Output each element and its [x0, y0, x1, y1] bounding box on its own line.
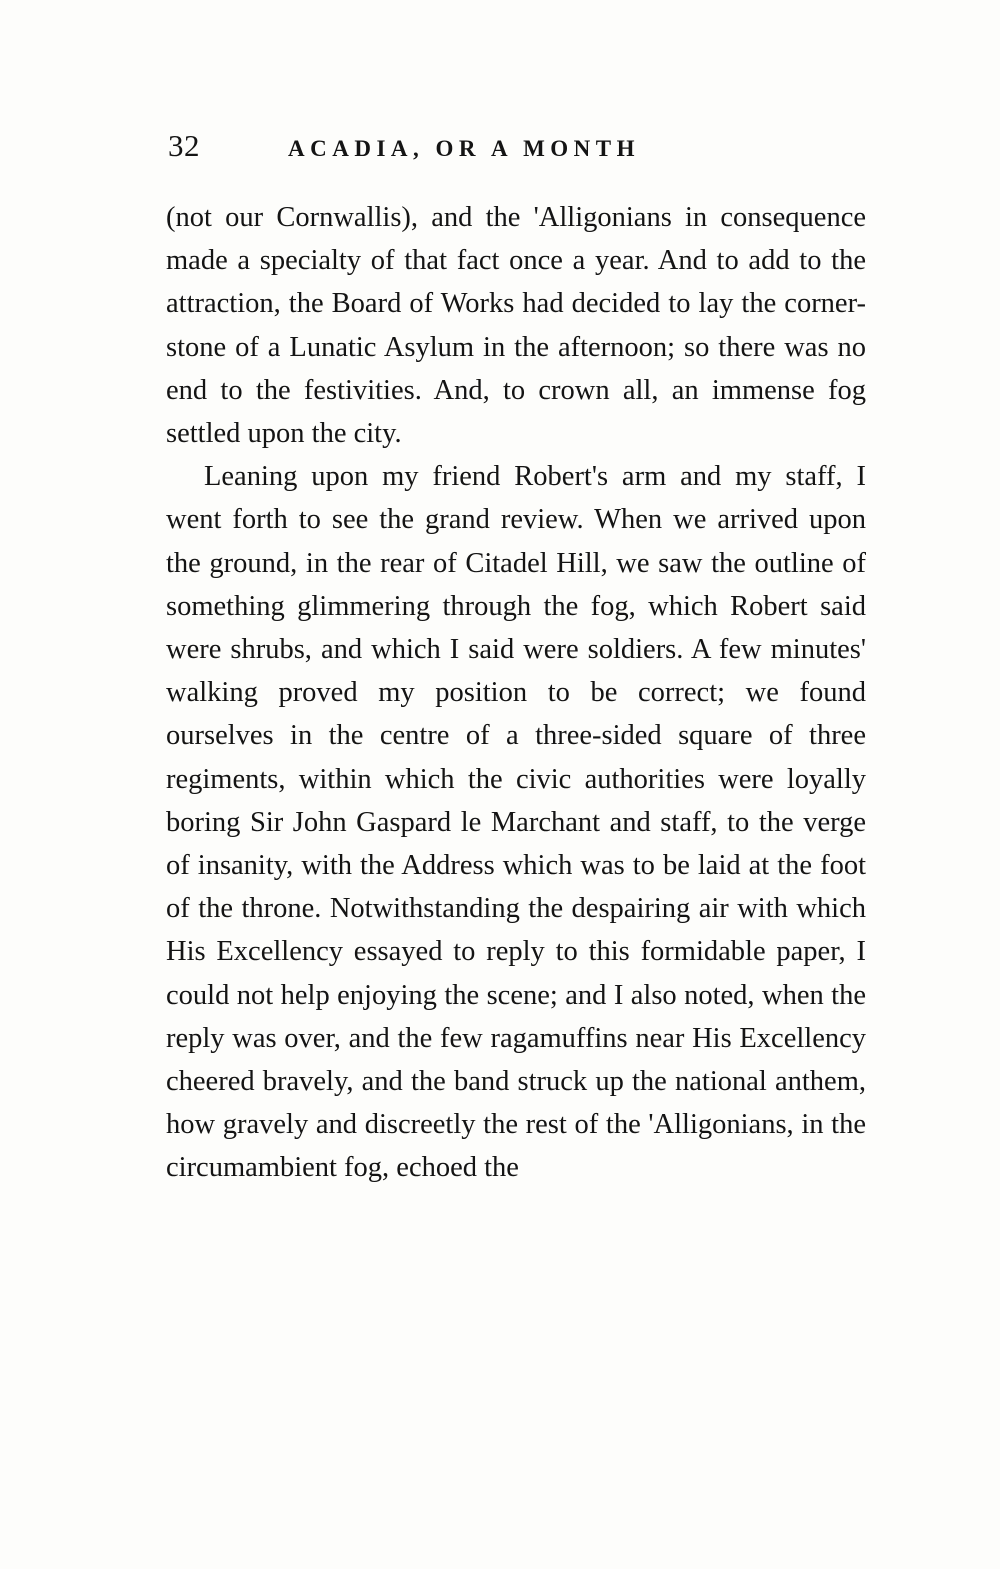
paragraph: (not our Cornwallis), and the 'Alligonians in consequence made a specialty of that fact once a year. And to add to the attraction, the Board of Works had decided to lay the corner-stone of a Lunatic Asylum in the afternoon; so there was no end to the festivities. And, to crown all, an immense fog settled upon the city.: [166, 202, 866, 450]
page-number: 32: [168, 128, 200, 163]
body-text: [166, 196, 866, 1190]
paragraph: Leaning upon my friend Robert's arm and my staff, I went forth to see the grand review. When we arrived upon the ground, in the rear of Citadel Hill, we saw the outline of something glimmering through the fog, which Robert said were shrubs, and which I said were soldiers. A few minutes' walking proved my position to be correct; we found ourselves in the centre of a three-sided square of three regiments, within which the civic authorities were loyally boring Sir John Gaspard le Marchant and staff, to the verge of insanity, with the Address which was to be laid at the foot of the throne. Notwithstanding the despairing air with which His Excellency essayed to reply to this formidable paper, I could not help enjoying the scene; and I also noted, when the reply was over, and the few ragamuffins near His Excellency cheered bravely, and the band struck up the national anthem, how gravely and discreetly the rest of the 'Alligonians, in the circumambient fog, echoed the: [166, 461, 866, 1184]
running-head-title: ACADIA, OR A MONTH: [288, 136, 641, 161]
running-head: [168, 128, 868, 168]
